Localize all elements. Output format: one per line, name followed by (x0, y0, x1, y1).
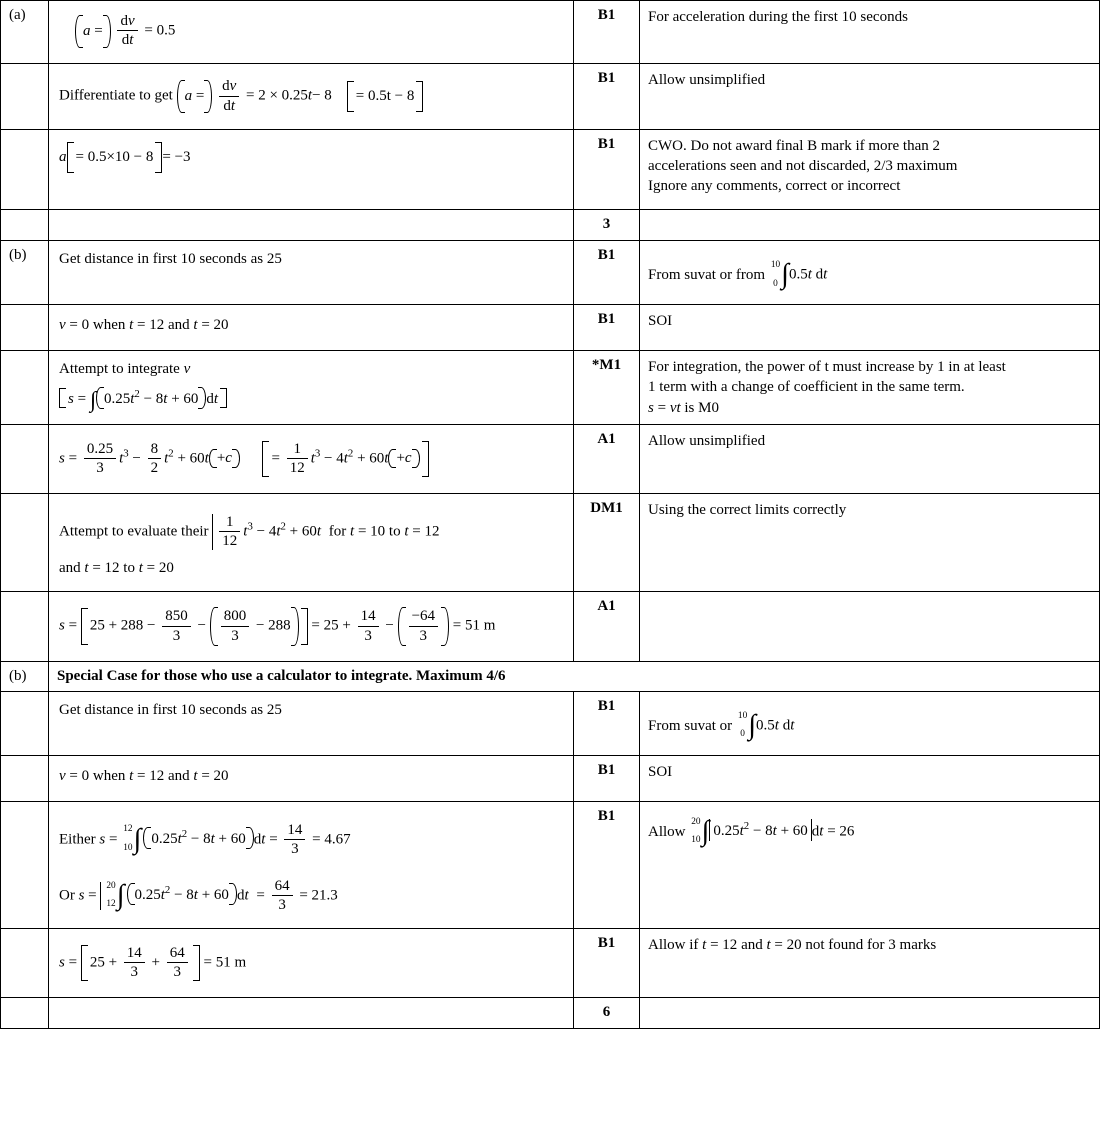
notes-line: s = vt is M0 (648, 399, 719, 416)
working-text: = 10 to (357, 523, 401, 540)
working-cell: a = $\frac{dv}{dt}$ = 0.5 (49, 1, 574, 64)
working-text: for (328, 523, 347, 540)
part-label-empty (1, 998, 49, 1029)
table-row (1, 424, 1100, 493)
notes-cell (640, 801, 1100, 929)
working-cell (49, 998, 574, 1029)
mark-cell: B1 (574, 64, 640, 129)
working-text: Attempt to evaluate their (59, 523, 209, 540)
notes-cell: For acceleration during the first 10 seconds (640, 1, 1100, 64)
working-text: Attempt to integrate (59, 361, 180, 377)
working-text: − 8 (312, 87, 332, 104)
notes-line: Allow if (648, 937, 699, 953)
part-label-empty (1, 351, 49, 425)
integrand: 0.5t dt (756, 717, 795, 734)
working-cell: v = 0 when t = 12 and t = 20 (49, 755, 574, 801)
integrand: 0.5t dt (788, 266, 828, 283)
part-label-empty (1, 305, 49, 351)
special-case-banner: Special Case for those who use a calculator to integrate. Maximum 4/6 (49, 661, 1100, 691)
mark-cell: B1 (574, 801, 640, 929)
integral-upper: 10 (737, 710, 748, 721)
working-text: = 0 when (69, 767, 126, 784)
working-cell (49, 210, 574, 241)
notes-cell (640, 351, 1100, 425)
notes-line: From suvat or (648, 717, 733, 734)
working-text: = 20 (201, 317, 229, 333)
table-row (1, 305, 1100, 351)
working-cell (49, 241, 574, 305)
mark-cell: *M1 (574, 351, 640, 425)
mark-cell: B1 (574, 755, 640, 801)
table-row (1, 1, 1100, 64)
table-row (1, 351, 1100, 425)
integral-lower: 10 (691, 835, 701, 846)
notes-cell (640, 241, 1100, 305)
working-cell: s = 25 + $\frac{14}{3}$ + $\frac{64}{3}$ = 51 m (49, 929, 574, 998)
integral-upper: 10 (770, 260, 781, 270)
working-cell: Attempt to evaluate their $\frac{1}{12}$ $t^3 - 4t^2 + 60t$ for t = 10 to t = 12 and t = 12 to t = 20 (49, 494, 574, 592)
table-row (1, 494, 1100, 592)
notes-cell: Using the correct limits correctly (640, 494, 1100, 592)
table-row (1, 64, 1100, 129)
working-cell: Attempt to integrate v s = ∫ $0.25t^2 - 8t + 60$ dt (49, 351, 574, 425)
working-text: = 12 and (137, 767, 190, 784)
table-row (1, 755, 1100, 801)
part-label-empty (1, 592, 49, 661)
integral-upper: 20 (691, 816, 701, 827)
working-text: Differentiate to get (59, 87, 173, 104)
notes-line: accelerations seen and not discarded, 2/3 maximum (648, 157, 958, 174)
table-row (1, 929, 1100, 998)
total-mark-b: 6 (574, 998, 640, 1029)
working-text: Or (59, 887, 75, 904)
notes-line: From suvat or from (648, 267, 766, 284)
notes-line: For integration, the power of t must increase by 1 in at least (648, 359, 1006, 375)
notes-cell: Allow unsimplified (640, 64, 1100, 129)
working-text: = 51 m (452, 617, 496, 634)
notes-cell: SOI (640, 755, 1100, 801)
working-text: = 0 when (69, 317, 126, 333)
part-label-empty (1, 424, 49, 493)
working-text: = 2 × 0.25 (245, 87, 308, 104)
notes-line-end: is M0 (684, 399, 719, 416)
integral: 10 0 ∫0.5t dt (737, 709, 795, 741)
notes-line: 1 term with a change of coefficient in the same term. (648, 379, 965, 396)
working-text: = 4.67 (312, 831, 351, 848)
notes-cell: Allow if t = 12 and t = 20 not found for 3 marks (640, 929, 1100, 998)
working-text: = 20 (201, 767, 229, 784)
working-text: Get distance in first 10 seconds as 25 (59, 701, 282, 718)
working-cell: a = 0.5×10 − 8 = −3 (49, 129, 574, 210)
notes-line: Allow (648, 823, 686, 840)
table-row (1, 592, 1100, 661)
working-text: = 0.5 (144, 22, 176, 39)
integral: 20 10 ∫ $0.25t^2 - 8t + 60$ dt = 26 (691, 815, 855, 847)
table-row (1, 691, 1100, 755)
integral-lower: 0 (740, 729, 745, 740)
part-label-empty (1, 691, 49, 755)
working-text: = 12 and (137, 317, 190, 333)
working-cell: Either s = 12 10 ∫ $0.25t^2 - 8t + 60$ dt = $\frac{14}{3}$ = 4.67 Or s = 20 12 ∫ $0.25t^2 - 8t + 60$ dt = $\frac{64}{3}$ = 21.3 (49, 801, 574, 929)
working-cell: v = 0 when t = 12 and t = 20 (49, 305, 574, 351)
notes-cell (640, 691, 1100, 755)
working-bracket: = 0.5t − 8 (355, 87, 415, 104)
integral-lower: 0 (773, 278, 778, 289)
notes-cell (640, 129, 1100, 210)
part-label-b-special: (b) (1, 661, 49, 691)
table-row (1, 241, 1100, 305)
working-text: = 51 m (203, 954, 247, 971)
part-label-empty (1, 64, 49, 129)
working-text: = 20 (146, 560, 174, 577)
table-row-total (1, 998, 1100, 1029)
part-label-empty (1, 929, 49, 998)
working-cell: s = $\frac{0.25}{3}$ $t^3$ − $\frac{8}{2}$ $t^2 + 60t +c$ = $\frac{1}{12}$ $t^3 - 4t^2 + 60t +c$ (49, 424, 574, 493)
notes-cell: SOI (640, 305, 1100, 351)
working-text: and (59, 560, 81, 577)
mark-cell: B1 (574, 691, 640, 755)
notes-line: and (741, 937, 763, 953)
mark-cell: A1 (574, 424, 640, 493)
notes-cell (640, 210, 1100, 241)
part-label-empty (1, 129, 49, 210)
table-row-total (1, 210, 1100, 241)
working-text: = 21.3 (299, 887, 338, 904)
mark-cell: B1 (574, 241, 640, 305)
part-label-a: (a) (1, 1, 49, 64)
notes-line: not found for 3 marks (805, 937, 937, 953)
working-cell (49, 691, 574, 755)
mark-cell: B1 (574, 129, 640, 210)
part-label-empty (1, 755, 49, 801)
working-text: = 0.5×10 − 8 (75, 148, 154, 165)
table-row (1, 801, 1100, 929)
table-row-special-case (1, 661, 1100, 691)
working-text: Either (59, 831, 96, 848)
notes-line: CWO. Do not award final B mark if more than 2 (648, 137, 941, 154)
working-cell: s = 25 + 288 − $\frac{850}{3}$ − $\frac{800}{3}$ − 288 = 25 + $\frac{14}{3}$ − $\frac{-64}{3}$ = 51 m (49, 592, 574, 661)
notes-cell (640, 592, 1100, 661)
mark-cell: B1 (574, 929, 640, 998)
part-label-empty (1, 801, 49, 929)
working-text: = −3 (162, 148, 191, 165)
working-text: = 12 to (92, 560, 135, 577)
notes-cell: Allow unsimplified (640, 424, 1100, 493)
table-row (1, 129, 1100, 210)
part-label-b: (b) (1, 241, 49, 305)
part-label-empty (1, 494, 49, 592)
integral: 10 0 ∫0.5t dt (770, 259, 828, 291)
part-label-empty (1, 210, 49, 241)
working-text: Get distance in first 10 seconds as 25 (59, 251, 282, 267)
notes-line: Ignore any comments, correct or incorrect (648, 178, 901, 194)
total-mark-a: 3 (574, 210, 640, 241)
mark-cell: B1 (574, 305, 640, 351)
mark-cell: B1 (574, 1, 640, 64)
mark-cell: A1 (574, 592, 640, 661)
mark-cell: DM1 (574, 494, 640, 592)
notes-cell (640, 998, 1100, 1029)
working-cell: Differentiate to get a = $\frac{dv}{dt}$ = 2 × 0.25t− 8 = 0.5t − 8 (49, 64, 574, 129)
integrand: $0.25t^2 - 8t + 60$ (709, 819, 811, 841)
working-text: = 12 (412, 523, 440, 540)
